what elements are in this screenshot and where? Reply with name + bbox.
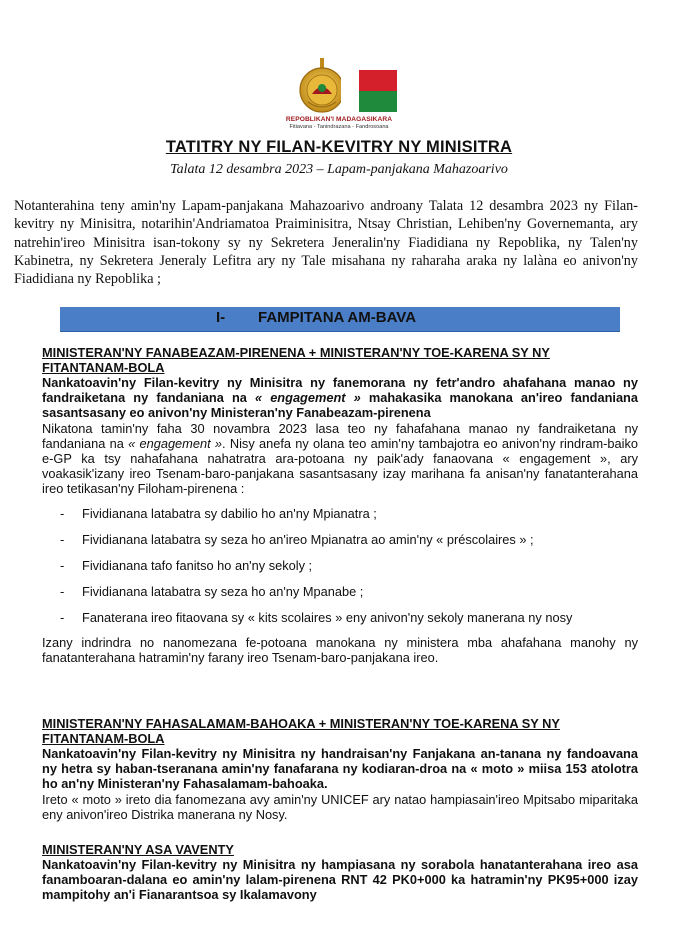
document-subtitle: Talata 12 desambra 2023 – Lapam-panjakana Mahazoarivo [170,162,508,177]
list-item: - Fividianana latabatra sy seza ho an'ireo Mpianatra ao amin'ny « préscolaires » ; [60,531,534,547]
section-banner [60,307,620,332]
national-seal-icon [298,58,346,114]
ministry-heading: MINISTERAN'NY FAHASALAMAM-BAHOAKA + MINISTERAN'NY TOE-KARENA SY NY FITANTANAM-BOLA [42,716,560,746]
intro-paragraph: Notanterahina teny amin'ny Lapam-panjakana Mahazoarivo androany Talata 12 desambra 2023 ny Filan-kevitry ny Minisitra, notarihin'Andriamatoa Praiminisitra, Ntsay Christian, Lehiben'ny Governemanta, ary natrehin'ireo Minisitra isan-tokony sy ny Sekretera Jeneralin'ny Fiadidiana ny Repoblika, ny Talen'ny Kabinetra, ny Sekretera Jeneraly Lefitra ary ny Tale misahana ny raharaha araka ny lalàna eo anivon'ny Fiadidiana ny Repoblika ; [14,198,638,288]
procurement-list [42,501,638,631]
document-title: TATITRY NY FILAN-KEVITRY NY MINISITRA [165,138,513,156]
list-item: - Fanaterana ireo fitaovana sy « kits scolaires » eny anivon'ny sekoly manerana ny nosy [60,609,573,625]
ministry-block-health [42,716,638,822]
section-title: FAMPITANA AM-BAVA [258,309,417,326]
list-item: - Fividianana tafo fanitso ho an'ny sekoly ; [60,557,313,573]
ministry-heading: MINISTERAN'NY FANABEAZAM-PIRENENA + MINISTERAN'NY TOE-KARENA SY NY FITANTANAM-BOLA [42,345,550,375]
decision-conclusion: Izany indrindra no nanomezana fe-potoana manokana ny ministera mba ahafahana manohy ny fanatanterahana hatramin'ny farany ireo Tsenam-baro-panjakana ireo. [42,634,638,665]
ministry-heading: MINISTERAN'NY ASA VAVENTY [42,842,234,857]
decision-details: Ireto « moto » ireto dia fanomezana avy amin'ny UNICEF ary natao hampiasain'ireo Mpitsabo miparitaka eny anivon'ireo Distrika manerana ny Nosy. [42,791,638,822]
ministry-block-public-works [42,842,638,903]
decision-summary: Nankatoavin'ny Filan-kevitry ny Minisitra ny handraisan'ny Fanjakana an-tanana ny fandoavana ny hetra sy haban-tseranana amin'ny fanafarana ny kodiaran-droa na « moto » miisa 153 atolotra ho an'ny Ministeran'ny Fahasalamam-bahoaka. [42,746,638,792]
republic-name: REPOBLIKAN'I MADAGASIKARA [285,116,393,123]
decision-summary: Nankatoavin'ny Filan-kevitry ny Minisitra ny hampiasana ny sorabola hanatanterahana ireo asa fanamboaran-dalana eo amin'ny lalam-pirenena RNT 42 PK0+000 ka hatramin'ny PK95+000 izay mampitohy an'i Fianarantsoa sy Ikalamavony [42,857,638,903]
republic-motto: Fitiavana - Tanindrazana - Fandrosoana [289,124,389,130]
list-item: - Fividianana latabatra sy seza ho an'ny Mpanabe ; [60,583,364,599]
decision-details: Nikatona tamin'ny faha 30 novambra 2023 lasa teo ny fahafahana manao ny fandraiketana ny fandaniana na « engagement ». Nisy anefa ny olana teo amin'ny tambajotra eo anivon'ny rindram-baiko e-GP ka tsy nahafahana nahatratra ara-potoana ny paik'ady fanaovana « engagement », ary voakasik'izany ireo Tsenam-baro-panjakana sasantsasany izay marihana fa anisan'ny fanatanterahana ireo tetikasan'ny Filoham-pirenena : [42,420,638,497]
document-header [0,0,678,177]
decision-summary: Nankatoavin'ny Filan-kevitry ny Minisitra ny fanemorana ny fetr'andro ahafahana manao ny fandraiketana ny fandaniana na « engagement » mahakasika manokana an'ireo fandaniana sasantsasany eo anivon'ny Ministeran'ny Fanabeazam-pirenena [42,375,638,421]
section-number: I- [216,309,226,326]
ministry-block-education [42,345,638,665]
list-item: - Fividianana latabatra sy dabilio ho an'ny Mpianatra ; [60,505,377,521]
madagascar-flag-icon [341,70,397,112]
